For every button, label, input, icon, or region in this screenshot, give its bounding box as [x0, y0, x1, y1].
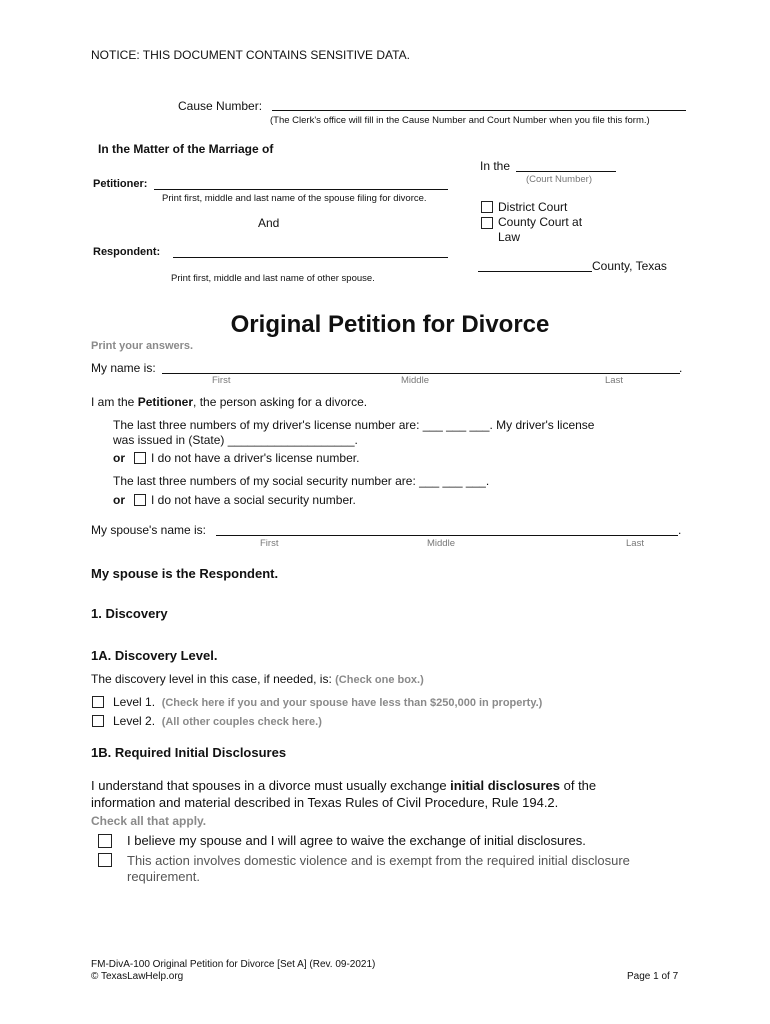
ssn-line: The last three numbers of my social security number are: ___ ___ ___. [113, 474, 490, 488]
and-label: And [258, 216, 280, 230]
domestic-violence-label-line2: requirement. [127, 869, 200, 884]
no-ssn-checkbox[interactable] [134, 494, 146, 506]
court-number-label: (Court Number) [526, 174, 592, 185]
matter-heading: In the Matter of the Marriage of [98, 142, 274, 156]
no-license-checkbox[interactable] [134, 452, 146, 464]
section-discovery-heading: 1. Discovery [91, 606, 168, 621]
county-court-label-line2: Law [498, 230, 521, 244]
petitioner-label: Petitioner: [93, 178, 148, 190]
discovery-level-text: The discovery level in this case, if needed, is: (Check one box.) [91, 672, 424, 686]
footer-copyright: © TexasLawHelp.org [91, 971, 184, 982]
license-or: or [113, 451, 125, 465]
spouse-name-period: . [678, 523, 682, 537]
respondent-label: Respondent: [93, 246, 161, 258]
section-1b-heading: 1B. Required Initial Disclosures [91, 745, 287, 760]
cause-number-note: (The Clerk's office will fill in the Cause Number and Court Number when you file this form.) [270, 115, 650, 126]
county-field[interactable] [478, 271, 592, 272]
district-court-label: District Court [498, 200, 568, 214]
level2-label: Level 2. (All other couples check here.) [113, 714, 322, 728]
county-texas-label: County, Texas [592, 259, 667, 273]
respondent-name-field[interactable] [173, 257, 448, 258]
footer-page-number: Page 1 of 7 [627, 971, 679, 982]
county-court-label-line1: County Court at [498, 215, 583, 229]
domestic-violence-label-line1: This action involves domestic violence and is exempt from the required initial disclosure [127, 853, 630, 868]
print-answers-hint: Print your answers. [91, 340, 194, 352]
disclosures-paragraph-line1: I understand that spouses in a divorce must usually exchange initial disclosures of the [91, 778, 597, 793]
my-name-period: . [679, 361, 683, 375]
spouse-respondent-text: My spouse is the Respondent. [91, 566, 279, 581]
level1-label: Level 1. (Check here if you and your spouse have less than $250,000 in property.) [113, 695, 543, 709]
my-name-last-label: Last [605, 375, 623, 386]
spouse-last-label: Last [626, 538, 644, 549]
check-all-hint: Check all that apply. [91, 814, 207, 828]
disclosures-paragraph-line2: information and material described in Texas Rules of Civil Procedure, Rule 194.2. [91, 795, 559, 810]
cause-number-field[interactable] [272, 110, 686, 111]
respondent-hint: Print first, middle and last name of other spouse. [171, 273, 375, 284]
no-license-label: I do not have a driver's license number. [151, 451, 360, 465]
page-title: Original Petition for Divorce [230, 311, 550, 338]
petitioner-hint: Print first, middle and last name of the spouse filing for divorce. [162, 193, 427, 204]
my-name-label: My name is: [91, 361, 156, 375]
spouse-first-label: First [260, 538, 279, 549]
my-name-field[interactable] [162, 373, 680, 374]
my-name-middle-label: Middle [401, 375, 429, 386]
court-in-the-label: In the [480, 159, 511, 173]
section-1a-heading: 1A. Discovery Level. [91, 648, 218, 663]
ssn-or: or [113, 493, 125, 507]
license-line2: was issued in (State) ___________________. [113, 433, 358, 447]
waive-disclosures-label: I believe my spouse and I will agree to waive the exchange of initial disclosures. [127, 833, 586, 848]
no-ssn-label: I do not have a social security number. [151, 493, 356, 507]
footer-form-id: FM-DivA-100 Original Petition for Divorce [Set A] (Rev. 09-2021) [91, 959, 376, 970]
domestic-violence-checkbox[interactable] [98, 853, 112, 867]
spouse-middle-label: Middle [427, 538, 455, 549]
county-court-checkbox[interactable] [481, 217, 493, 229]
my-name-first-label: First [212, 375, 231, 386]
sensitive-data-notice: NOTICE: THIS DOCUMENT CONTAINS SENSITIVE DATA. [91, 48, 410, 62]
district-court-checkbox[interactable] [481, 201, 493, 213]
level1-checkbox[interactable] [92, 696, 104, 708]
waive-disclosures-checkbox[interactable] [98, 834, 112, 848]
level2-checkbox[interactable] [92, 715, 104, 727]
spouse-name-field[interactable] [216, 535, 678, 536]
license-line1: The last three numbers of my driver's license number are: ___ ___ ___. My driver's license [113, 418, 595, 432]
petitioner-sentence: I am the Petitioner, the person asking for a divorce. [91, 395, 368, 409]
petitioner-name-field[interactable] [154, 189, 448, 190]
cause-number-label: Cause Number: [178, 99, 263, 113]
court-number-field[interactable] [516, 171, 616, 172]
spouse-name-label: My spouse's name is: [91, 523, 207, 537]
